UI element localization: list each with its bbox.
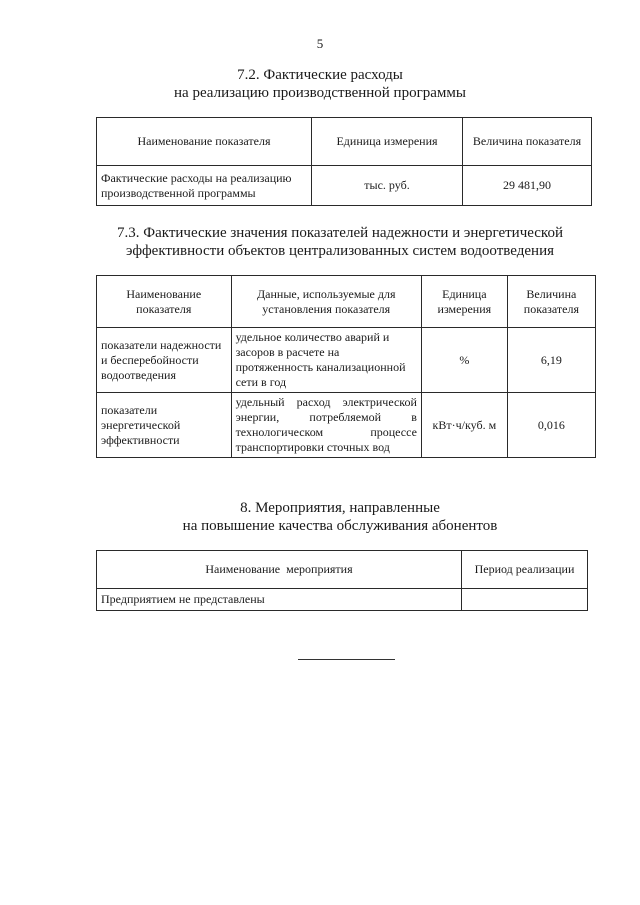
table-row [97, 328, 596, 393]
efficiency-value: 0,016 [507, 393, 595, 458]
efficiency-data: удельный расход электрической энергии, потребляемой в технологическом процессе транспортировки сточных вод [231, 393, 421, 458]
reliability-name: показатели надежности и бесперебойности водоотведения [97, 328, 232, 393]
table-row [97, 589, 588, 611]
section-7-3-title-line2: эффективности объектов централизованных систем водоотведения [125, 243, 554, 259]
reliability-value: 6,19 [507, 328, 595, 393]
service-measures-table [96, 550, 588, 611]
section-7-2-title-line2: на реализацию производственной программы [174, 85, 466, 101]
measure-name: Предприятием не представлены [97, 589, 462, 611]
header-value: Величина показателя [507, 276, 595, 328]
header-indicator-name: Наименование показателя [97, 118, 312, 166]
page-number: 5 [316, 36, 324, 51]
section-7-2-title-line1: 7.2. Фактические расходы [237, 67, 403, 83]
section-7-3-title [20, 224, 640, 260]
header-source-data: Данные, используемые для установления показателя [231, 276, 421, 328]
expenses-name: Фактические расходы на реализацию производственной программы [97, 166, 312, 206]
section-7-2-title [0, 66, 640, 102]
section-8-title-line1: 8. Мероприятия, направленные [240, 500, 440, 516]
section-7-3-title-line1: 7.3. Фактические значения показателей надежности и энергетической [117, 225, 563, 241]
reliability-data: удельное количество аварий и засоров в расчете на протяженность канализационной сети в год [231, 328, 421, 393]
header-unit: Единица измерения [421, 276, 507, 328]
table-row [97, 166, 592, 206]
actual-expenses-table [96, 117, 592, 206]
reliability-efficiency-table [96, 275, 596, 458]
header-value: Величина показателя [463, 118, 592, 166]
header-indicator-name: Наименование показателя [97, 276, 232, 328]
reliability-unit: % [421, 328, 507, 393]
section-8-title-line2: на повышение качества обслуживания абонентов [182, 518, 498, 534]
header-measure-name: Наименование мероприятия [97, 551, 462, 589]
section-8-title [20, 499, 640, 535]
header-period: Период реализации [462, 551, 588, 589]
table-row [97, 393, 596, 458]
table-header-row [97, 118, 592, 166]
efficiency-name: показатели энергетической эффективности [97, 393, 232, 458]
expenses-value: 29 481,90 [463, 166, 592, 206]
table-header-row [97, 276, 596, 328]
measure-period [462, 589, 588, 611]
closing-divider-line [298, 659, 395, 660]
expenses-unit: тыс. руб. [312, 166, 463, 206]
table-header-row [97, 551, 588, 589]
efficiency-unit: кВт·ч/куб. м [421, 393, 507, 458]
header-unit: Единица измерения [312, 118, 463, 166]
